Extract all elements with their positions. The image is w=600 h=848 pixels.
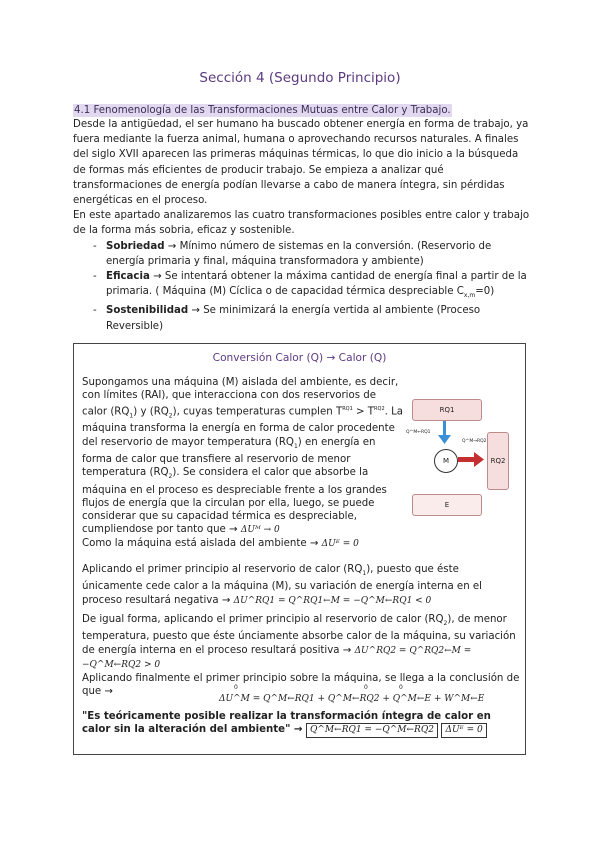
zero-mark: 0: [234, 684, 238, 691]
section-title: Sección 4 (Segundo Principio): [199, 70, 401, 86]
paragraph-conclusion: [82, 710, 522, 738]
heat-in-arrow-shaft: [443, 421, 446, 435]
text: > T: [352, 405, 375, 417]
zero-mark: 0: [399, 684, 403, 691]
subscript: 1: [362, 570, 367, 578]
text: Como la máquina está aislada del ambiente →: [82, 538, 319, 549]
item-text: Se intentará obtener la máxima cantidad de energía final a partir de la primaria. ( Máquina (M) Cíclica o de capacidad térmica despreciable C: [106, 271, 527, 298]
heat-in-arrow-head: [438, 435, 451, 444]
list-item: [93, 239, 531, 269]
equation-rq1: ΔU^RQ1 = Q^RQ1←M = −Q^M←RQ1 < 0: [233, 595, 432, 606]
subscript: x,m: [463, 292, 476, 300]
subsection-heading: 4.1 Fenomenología de las Transformaciones Mutuas entre Calor y Trabajo.: [74, 105, 451, 116]
text: ), puesto que éste únicamente cede calor a la máquina (M), su variación de energía interna en el proceso resultará negativa →: [82, 564, 482, 606]
text: Aplicando el primer principio al reservorio de calor (RQ: [82, 564, 363, 575]
equation-machine-balance: [219, 692, 484, 706]
superscript: RQ1: [342, 405, 353, 412]
text: . La máquina transforma la energía en forma de calor procedente del reservorio de mayor temperatura (RQ: [82, 405, 404, 448]
item-text: Se minimizará la energía vertida al ambiente (Proceso Reversible): [106, 305, 481, 332]
term: Eficacia: [106, 271, 150, 283]
superscript: RQ2: [374, 405, 385, 412]
equation-machine-energy: ΔUᴹ → 0: [240, 525, 280, 536]
term: Sobriedad: [106, 240, 165, 252]
text: De igual forma, aplicando el primer principio al reservorio de calor (RQ: [82, 614, 444, 625]
text: Aplicando finalmente el primer principio sobre la máquina, se llega a la conclusión de que →: [82, 673, 520, 698]
intro-paragraph-1: Desde la antigüedad, el ser humano ha buscado obtener energía en forma de trabajo, ya fuera mediante la fuerza animal, humana o aprovechando recursos naturales. A finales del siglo XVII aparecen las primeras máquinas térmicas, lo que dio inicio a la búsqueda de formas más eficientes de producir trabajo. Se empieza a analizar qué transformaciones de energía podían llevarse a cabo de manera íntegra, sin pérdidas energéticas en el proceso.: [73, 119, 529, 207]
equation-heat-balance: Q^M←RQ1 = −Q^M←RQ2: [306, 723, 438, 738]
text: "Es teóricamente posible realizar la transformación íntegra de calor en calor sin la alteración del ambiente" →: [82, 711, 491, 736]
subscript: 1: [129, 412, 134, 420]
text: ) en energía en forma de calor que transfiere al reservorio de menor temperatura (RQ: [82, 436, 376, 479]
arrow: →: [167, 240, 177, 252]
paragraph-isolated: [82, 537, 522, 551]
text: ), cuyas temperaturas cumplen T: [172, 405, 343, 417]
heat-in-label: Q^M←RQ1: [406, 430, 431, 435]
item-tail: =0): [475, 286, 495, 298]
intro-paragraph-2: En este apartado analizaremos las cuatro transformaciones posibles entre calor y trabajo de la forma más sobria, eficaz y sostenible.: [73, 210, 530, 237]
zero-mark: 0: [364, 684, 368, 691]
flow-arrows: [404, 394, 509, 519]
paragraph-rq1: [82, 563, 522, 608]
equation-text: ΔU^M = Q^M←RQ1 + Q^M←RQ2 + Q^M←E + W^M←E: [219, 694, 485, 704]
machine-diagram: [404, 394, 509, 519]
criteria-list: [73, 239, 531, 334]
subscript: 2: [168, 412, 173, 420]
box-title: Conversión Calor (Q) → Calor (Q): [212, 352, 387, 364]
text: Supongamos una máquina (M) aislada del ambiente, es decir, con límites (RAI), que interacciona con dos reservorios de calor (RQ: [82, 377, 399, 417]
list-item: [93, 269, 531, 303]
environment-e: E: [412, 494, 482, 516]
arrow: →: [191, 305, 200, 317]
equation-rq2: ΔU^RQ2 = Q^RQ2←M = −Q^M←RQ2 > 0: [82, 645, 472, 670]
paragraph-rq2: [82, 613, 522, 672]
text: ), de menor temperatura, puesto que éste únciamente absorbe calor de la máquina, su variación de energía interna en el proceso resultará positiva →: [82, 614, 516, 656]
machine-m: M: [434, 449, 458, 473]
heat-out-arrow-shaft: [458, 457, 474, 462]
paragraph-machine: [82, 376, 404, 538]
heat-out-arrow-head: [474, 452, 484, 467]
conversion-box: [73, 343, 526, 755]
subscript: 1: [293, 442, 298, 450]
subscript: 2: [168, 473, 173, 481]
reservoir-rq1: RQ1: [412, 399, 482, 421]
heat-out-label: Q^M→RQ2: [462, 439, 487, 444]
equation-environment: ΔUᴱ = 0: [321, 539, 359, 549]
intro-text: [73, 117, 531, 334]
subscript: 2: [443, 620, 448, 628]
item-text: Mínimo número de sistemas en la conversión. (Reservorio de energía primaria y final, máquina transformadora y ambiente): [106, 240, 492, 267]
text: ). Se considera el calor que absorbe la máquina en el proceso es despreciable frente a los grandes flujos de energía que la circulan por ella, luego, se puede considerar que su capacidad térmica es despreciable, cumpliendose por tanto que →: [82, 467, 387, 536]
list-item: [93, 303, 531, 333]
arrow: →: [153, 271, 162, 283]
text: ) y (RQ: [133, 405, 169, 417]
equation-environment-final: ΔUᴱ = 0: [441, 723, 486, 738]
reservoir-rq2: RQ2: [487, 432, 509, 490]
term: Sostenibilidad: [106, 305, 189, 317]
